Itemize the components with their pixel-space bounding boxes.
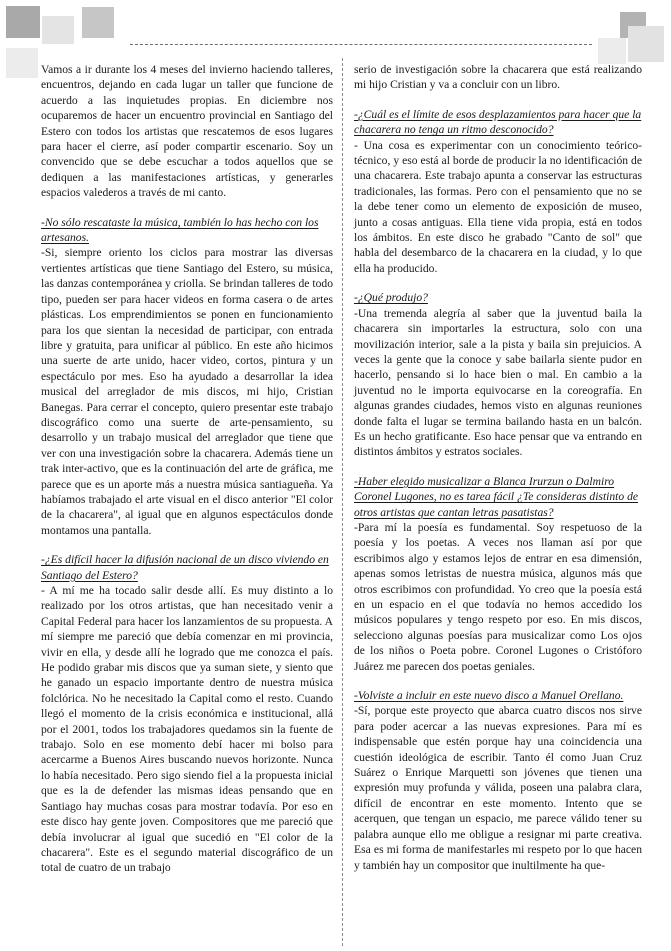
corner-square-light-4 [598,38,626,64]
header-dashed-rule [130,44,592,45]
answer-difusion: - A mí me ha tocado salir desde allí. Es muy distinto a lo realizado por los otros artistas, que han necesitado venir a Capital Federal para hacer los lanzamientos de su propuesta. A mí siempre me pareció que debía comenzar en mi provincia, vivir en ella, y desde allí he logrado que me conozca el país. He podido grabar mis discos que ya suman siete, y siento que he ganado un espacio importante dentro de nuestra música folclórica. No he necesitado la Capital como el resto. Cuando llegó el momento de la crisis económica e institucional, allá por el 2001, todos los trabajadores quedamos sin la fuente de trabajo. Solo en ese momento debí hacer mi bolso para acercarme a Buenos Aires buscando nuevos horizonte. Nunca lo había necesitado. Pero sigo siendo fiel a la propuesta inicial que es la de defender las mismas ideas pensando que en Santiago hay muchas cosas para mostrar todavía. Por eso en este disco hay gente joven. Compositores que me pareció que debía involucrar al igual que sucedió en "El color de la chacarera". Este es el segundo material discográfico de un total de cuatro de un trabajo [41,584,333,875]
corner-square-light-2 [6,48,38,78]
corner-square-dark-1 [6,6,40,38]
answer-orellano: -Sí, porque este proyecto que abarca cuatro discos nos sirve para poder acercar a las nuevas expresiones. Para mí es indispensable que estén porque hay una coincidencia una cuestión ideológica de escribir. Tanto él como Juan Cruz Suárez o Enrique Marquetti son jóvenes que tienen una expresión muy profunda y válida, poseen una palabra clara, difícil de encontrar en este momento. Intento que se acerquen, que tengan un espacio, me parece válido tener su palabra aunque ello me obligue a resignar mi parte creativa. Esa es mi forma de manifestarles mi respeto por lo que hacen y también hay un compositor que inultilmente ha que- [354,704,642,872]
answer-que-produjo: -Una tremenda alegría al saber que la juventud baila la chacarera sin importarles la estructura, solo con una movilización interior, sale a la pista y baila sin prejuicios. A veces la gente que la conoce y sabe bailarla siente pudor en hacerlo, pensando si lo hace bien o mal. En cambio a la juventud no le importa equivocarse en la coreografía. En algunas grandes ciudades, hemos visto en algunas reuniones donde falta el lugar se termina bailando hasta en un balcón. Es un hecho gratificante. Eso hace pensar que va entrando en distintos ámbitos y estratos sociales. [354,306,642,459]
paragraph-intro: Vamos a ir durante los 4 meses del invierno haciendo talleres, encuentros, dejando en cada lugar un taller que funcione de acuerdo a las inquietudes propias. En diciembre nos ocuparemos de hacer un encuentro provincial en Santiago del Estero con todos los artistas que rescatemos de esos lugares para hacer el cierre, así poder compartir escenario. Soy un convencido que se debe escuchar a todos aquellos que se dediquen a las manifestaciones artísticas, y generarles espacios valederos a través de mi canto. [41,63,333,200]
answer-artesanos: -Si, siempre oriento los ciclos para mostrar las diversas vertientes artísticas que tiene Santiago del Estero, su música, las danzas contemporánea y criolla. Se brindan talleres de todo tipo, pueden ser para hacer videos en forma casera o de artes plásticas. Los emprendimientos se ponen en funcionamiento para los que sientan la necesidad de participar, con entrada libre y gratuita, para unificar al público. En este año hicimos una suerte de arte unido, hacer video, cortos, pintura y un espectáculo por mes. Eso ha ayudado a desarrollar la idea musical del arreglador de mis discos, mi hijo, Cristian Banegas. Para cerrar el concepto, quiero presentar este trabajo discográfico como una suerte de arte-pensamiento, su desarrollo y un trabajo musical del arreglador que tiene que ver con una investigación sobre la chacarera. Además tiene un trak inter-activo, que es la continuación del arte de gráfica, me parece que es un aporte más a nuestra música santiagueña. Ya habíamos trabajado el arte visual en el disco anterior "El color de la chacarera", al igual que en algunos espectáculos donde montamos una pantalla. [41,246,333,537]
answer-limite: - Una cosa es experimentar con un conocimiento teórico-técnico, y eso está al borde de producir la no identificación de una chacarera. Este trabajo apunta a conservar las estructuras tradicionales, las formas. Pero con el pensamiento que no se la debe tener como un elemento de exposición de museo, junto a cosas antiguas. Ella tiene vida propia, está en todos los ámbitos. En este disco he grabado "Canto de sol" que habla del desembarco de la chacarera en la ciudad, y lo que ella ha producido. [354,138,642,275]
right-column [354,62,642,873]
corner-square-light-1 [42,16,74,44]
question-limite: -¿Cuál es el límite de esos desplazamientos para hacer que la chacarera no tenga un ritmo desconocido? [354,107,642,137]
corner-square-light-3 [628,26,664,62]
answer-poesia: -Para mí la poesía es fundamental. Soy respetuoso de la poesía y los poetas. A veces nos llaman así por que escribimos algo y estamos lejos de entrar en esa dimensión, apenas somos letristas de nuestra música, algunos más que otros escribimos con profundidad. Yo creo que la poesía está en un espacio en el que todavía no hemos accedido los músicos populares y tengo respeto por eso. En mis discos, selecciono algunas poesías para musicalizar como Los ojos de los niños o Poeta pobre. Coronel Lugones o Cristóforo Juárez me parecen dos poetas geniales. [354,520,642,673]
question-difusion: -¿Es difícil hacer la difusión nacional de un disco viviendo en Santiago del Estero? [41,553,329,582]
corner-square-mid-1 [82,7,114,38]
question-orellano: -Volviste a incluir en este nuevo disco a Manuel Orellano. [354,689,624,703]
question-que-produjo: -¿Qué produjo? [354,291,428,305]
question-artesanos: -No sólo rescataste la música, también lo has hecho con los artesanos. [41,215,319,245]
paragraph-continuation: serio de investigación sobre la chacarera que está realizando mi hijo Cristian y va a concluir con un libro. [354,63,642,92]
left-column [41,62,333,876]
question-poesia: -Haber elegido musicalizar a Blanca Irurzun o Dalmiro Coronel Lugones, no es tarea fácil ¿Te consideras distinto de otros artistas que cantan letras pasatistas? [354,474,639,519]
column-divider [342,58,343,946]
